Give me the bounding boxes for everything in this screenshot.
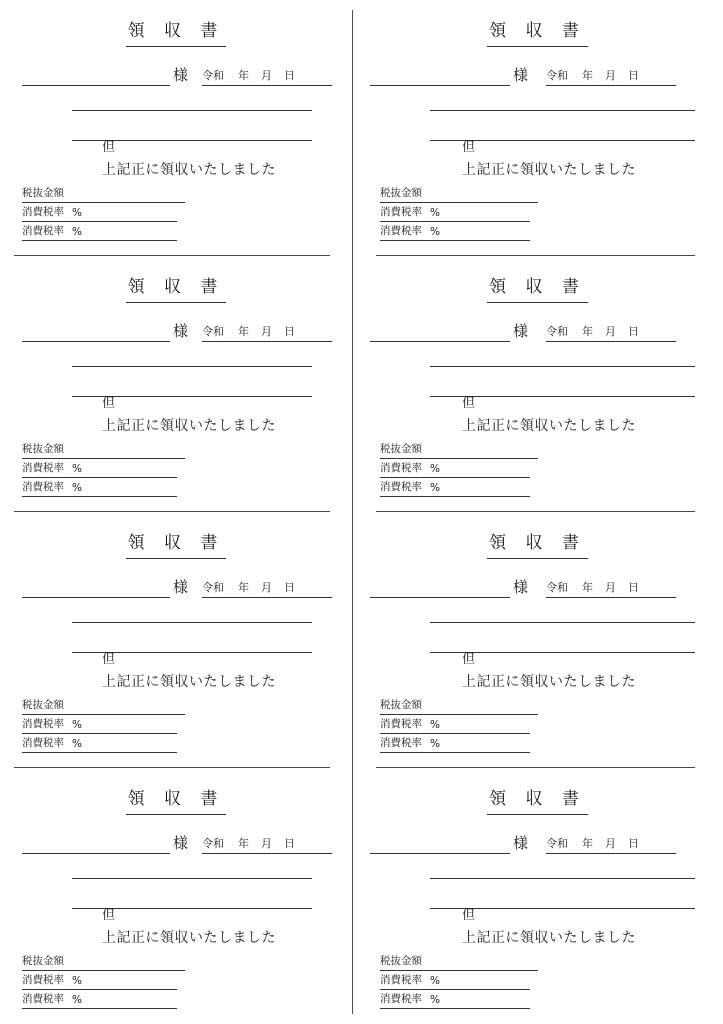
amount-line-1[interactable] [430, 878, 695, 879]
tax-row-unit: % [72, 463, 82, 475]
receipt-title: 領 収 書 [487, 272, 588, 303]
tax-row[interactable] [22, 715, 177, 734]
tax-table [380, 440, 538, 497]
tax-row[interactable] [380, 222, 530, 241]
receipt-title-wrap [352, 784, 723, 815]
receipt-title: 領 収 書 [126, 528, 227, 559]
recipient-suffix: 様 [173, 322, 189, 340]
tax-row-unit [422, 712, 430, 714]
tax-row-unit [422, 200, 430, 202]
recipient-name-field[interactable] [22, 321, 170, 342]
recipient-suffix: 様 [513, 834, 529, 852]
tax-row-label: 消費税率 [22, 718, 64, 730]
recipient-row [0, 64, 352, 86]
tax-row-label: 消費税率 [22, 462, 64, 474]
date-year-label: 年 [582, 837, 594, 850]
tax-row-unit: % [72, 226, 82, 238]
date-field[interactable] [546, 580, 676, 598]
amount-line-1[interactable] [72, 878, 312, 879]
date-day-label: 日 [284, 69, 296, 82]
tax-row-label: 消費税率 [380, 481, 422, 493]
receipt-title-wrap [352, 528, 723, 559]
tax-row[interactable] [22, 203, 177, 222]
date-day-label: 日 [284, 837, 296, 850]
date-era-label: 令和 [546, 69, 569, 82]
tax-row-label: 税抜金額 [22, 187, 64, 199]
tax-row[interactable] [380, 952, 538, 971]
date-year-label: 年 [582, 69, 594, 82]
date-field[interactable] [546, 68, 676, 86]
recipient-suffix: 様 [173, 834, 189, 852]
tax-row[interactable] [22, 459, 177, 478]
receipt-card[interactable] [0, 512, 352, 768]
tax-row-label: 税抜金額 [22, 699, 64, 711]
receipt-title: 領 収 書 [487, 784, 588, 815]
tax-table [22, 184, 185, 241]
tax-row-label: 消費税率 [22, 993, 64, 1005]
tax-row-label: 消費税率 [22, 225, 64, 237]
date-year-label: 年 [582, 581, 594, 594]
tax-row-label: 消費税率 [380, 225, 422, 237]
tax-row-unit: % [430, 738, 440, 750]
tax-row[interactable] [380, 459, 530, 478]
recipient-row [0, 320, 352, 342]
tax-row-label: 消費税率 [380, 737, 422, 749]
note-label: 但 [462, 396, 476, 411]
tax-table [22, 952, 185, 1009]
tax-row-unit: % [72, 994, 82, 1006]
receipt-statement: 上記正に領収いたしました [462, 674, 636, 690]
tax-row-label: 消費税率 [380, 993, 422, 1005]
date-year-label: 年 [238, 837, 250, 850]
tax-row-unit: % [430, 719, 440, 731]
recipient-suffix: 様 [513, 322, 529, 340]
date-field[interactable] [202, 68, 332, 86]
tax-row[interactable] [22, 990, 177, 1009]
receipt-statement: 上記正に領収いたしました [462, 162, 636, 178]
recipient-name-field[interactable] [370, 577, 510, 598]
recipient-name-field[interactable] [370, 65, 510, 86]
date-field[interactable] [202, 580, 332, 598]
date-year-label: 年 [238, 69, 250, 82]
tax-row-unit: % [430, 994, 440, 1006]
receipt-title-wrap [0, 784, 392, 815]
date-year-label: 年 [238, 581, 250, 594]
tax-row[interactable] [380, 696, 538, 715]
tax-table [22, 440, 185, 497]
receipt-card[interactable] [352, 768, 723, 1024]
date-month-label: 月 [605, 837, 617, 850]
receipt-statement: 上記正に領収いたしました [102, 418, 276, 434]
receipt-card[interactable] [0, 256, 352, 512]
receipt-title-wrap [0, 16, 392, 47]
tax-row[interactable] [380, 478, 530, 497]
date-era-label: 令和 [546, 325, 569, 338]
date-month-label: 月 [261, 837, 273, 850]
tax-row-label: 税抜金額 [380, 955, 422, 967]
recipient-name-field[interactable] [370, 321, 510, 342]
tax-row-label: 消費税率 [22, 737, 64, 749]
date-day-label: 日 [628, 325, 640, 338]
note-label: 但 [102, 396, 116, 411]
tax-row-label: 税抜金額 [22, 443, 64, 455]
receipt-card[interactable] [352, 512, 723, 768]
tax-table [380, 696, 538, 753]
date-month-label: 月 [605, 325, 617, 338]
tax-row-unit: % [430, 482, 440, 494]
tax-row[interactable] [22, 971, 177, 990]
recipient-name-field[interactable] [22, 65, 170, 86]
tax-row[interactable] [380, 715, 530, 734]
note-label: 但 [102, 908, 116, 923]
tax-table [380, 184, 538, 241]
tax-row[interactable] [380, 990, 530, 1009]
tax-row-unit [64, 968, 72, 970]
tax-row[interactable] [22, 952, 185, 971]
tax-row-label: 消費税率 [380, 206, 422, 218]
tax-row-unit [64, 712, 72, 714]
tax-row[interactable] [22, 222, 177, 241]
recipient-name-field[interactable] [22, 577, 170, 598]
note-label: 但 [102, 652, 116, 667]
tax-row[interactable] [380, 971, 530, 990]
tax-row-unit [422, 968, 430, 970]
tax-row-label: 消費税率 [22, 206, 64, 218]
tax-row-label: 消費税率 [380, 718, 422, 730]
tax-row[interactable] [380, 203, 530, 222]
tax-row-unit: % [72, 975, 82, 987]
recipient-suffix: 様 [173, 578, 189, 596]
date-year-label: 年 [238, 325, 250, 338]
receipt-statement: 上記正に領収いたしました [462, 418, 636, 434]
recipient-row [352, 576, 723, 598]
recipient-name-field[interactable] [22, 833, 170, 854]
date-field[interactable] [546, 836, 676, 854]
receipt-title-wrap [0, 528, 392, 559]
note-label: 但 [462, 652, 476, 667]
date-field[interactable] [202, 324, 332, 342]
tax-row-label: 消費税率 [380, 462, 422, 474]
tax-row-label: 税抜金額 [22, 955, 64, 967]
receipt-card[interactable] [352, 0, 723, 256]
date-era-label: 令和 [202, 69, 225, 82]
tax-row-unit: % [72, 482, 82, 494]
tax-row-label: 消費税率 [22, 974, 64, 986]
recipient-suffix: 様 [173, 66, 189, 84]
tax-row-unit: % [430, 226, 440, 238]
tax-row[interactable] [22, 734, 177, 753]
recipient-row [352, 320, 723, 342]
date-day-label: 日 [284, 581, 296, 594]
tax-row-label: 税抜金額 [380, 187, 422, 199]
tax-row[interactable] [22, 696, 185, 715]
tax-row[interactable] [22, 184, 185, 203]
receipt-statement: 上記正に領収いたしました [102, 162, 276, 178]
tax-row-unit: % [72, 719, 82, 731]
date-field[interactable] [202, 836, 332, 854]
tax-row-unit: % [430, 975, 440, 987]
date-month-label: 月 [261, 581, 273, 594]
amount-line-1[interactable] [72, 366, 312, 367]
amount-line-1[interactable] [72, 622, 312, 623]
tax-row-label: 消費税率 [380, 974, 422, 986]
date-month-label: 月 [605, 581, 617, 594]
note-label: 但 [102, 140, 116, 155]
tax-row-unit [64, 456, 72, 458]
note-label: 但 [462, 140, 476, 155]
receipt-card[interactable] [352, 256, 723, 512]
date-month-label: 月 [605, 69, 617, 82]
date-day-label: 日 [628, 837, 640, 850]
receipt-title: 領 収 書 [126, 16, 227, 47]
tax-row-label: 消費税率 [22, 481, 64, 493]
amount-line-1[interactable] [430, 366, 695, 367]
recipient-suffix: 様 [513, 66, 529, 84]
tax-row[interactable] [380, 440, 538, 459]
recipient-row [0, 832, 352, 854]
recipient-row [352, 64, 723, 86]
date-day-label: 日 [628, 69, 640, 82]
date-era-label: 令和 [202, 581, 225, 594]
tax-row-label: 税抜金額 [380, 443, 422, 455]
date-era-label: 令和 [546, 581, 569, 594]
date-month-label: 月 [261, 69, 273, 82]
receipt-title: 領 収 書 [487, 528, 588, 559]
recipient-name-field[interactable] [370, 833, 510, 854]
date-era-label: 令和 [202, 837, 225, 850]
tax-row[interactable] [380, 184, 538, 203]
receipt-title: 領 収 書 [126, 784, 227, 815]
amount-line-1[interactable] [72, 110, 312, 111]
recipient-suffix: 様 [513, 578, 529, 596]
date-day-label: 日 [628, 581, 640, 594]
recipient-row [0, 576, 352, 598]
tax-table [380, 952, 538, 1009]
recipient-row [352, 832, 723, 854]
tax-row-unit: % [72, 207, 82, 219]
tax-row[interactable] [22, 478, 177, 497]
receipt-title-wrap [352, 272, 723, 303]
date-era-label: 令和 [546, 837, 569, 850]
date-era-label: 令和 [202, 325, 225, 338]
receipt-title-wrap [0, 272, 392, 303]
tax-row[interactable] [22, 440, 185, 459]
receipt-title: 領 収 書 [487, 16, 588, 47]
receipt-statement: 上記正に領収いたしました [102, 930, 276, 946]
date-month-label: 月 [261, 325, 273, 338]
tax-row-unit: % [72, 738, 82, 750]
receipt-statement: 上記正に領収いたしました [462, 930, 636, 946]
tax-row-unit: % [430, 463, 440, 475]
tax-row[interactable] [380, 734, 530, 753]
amount-line-1[interactable] [430, 622, 695, 623]
tax-row-label: 税抜金額 [380, 699, 422, 711]
receipt-card[interactable] [0, 0, 352, 256]
date-field[interactable] [546, 324, 676, 342]
receipt-title-wrap [352, 16, 723, 47]
tax-row-unit [64, 200, 72, 202]
receipt-statement: 上記正に領収いたしました [102, 674, 276, 690]
tax-row-unit [422, 456, 430, 458]
date-day-label: 日 [284, 325, 296, 338]
date-year-label: 年 [582, 325, 594, 338]
tax-table [22, 696, 185, 753]
receipt-title: 領 収 書 [126, 272, 227, 303]
note-label: 但 [462, 908, 476, 923]
receipt-card[interactable] [0, 768, 352, 1024]
tax-row-unit: % [430, 207, 440, 219]
amount-line-1[interactable] [430, 110, 695, 111]
